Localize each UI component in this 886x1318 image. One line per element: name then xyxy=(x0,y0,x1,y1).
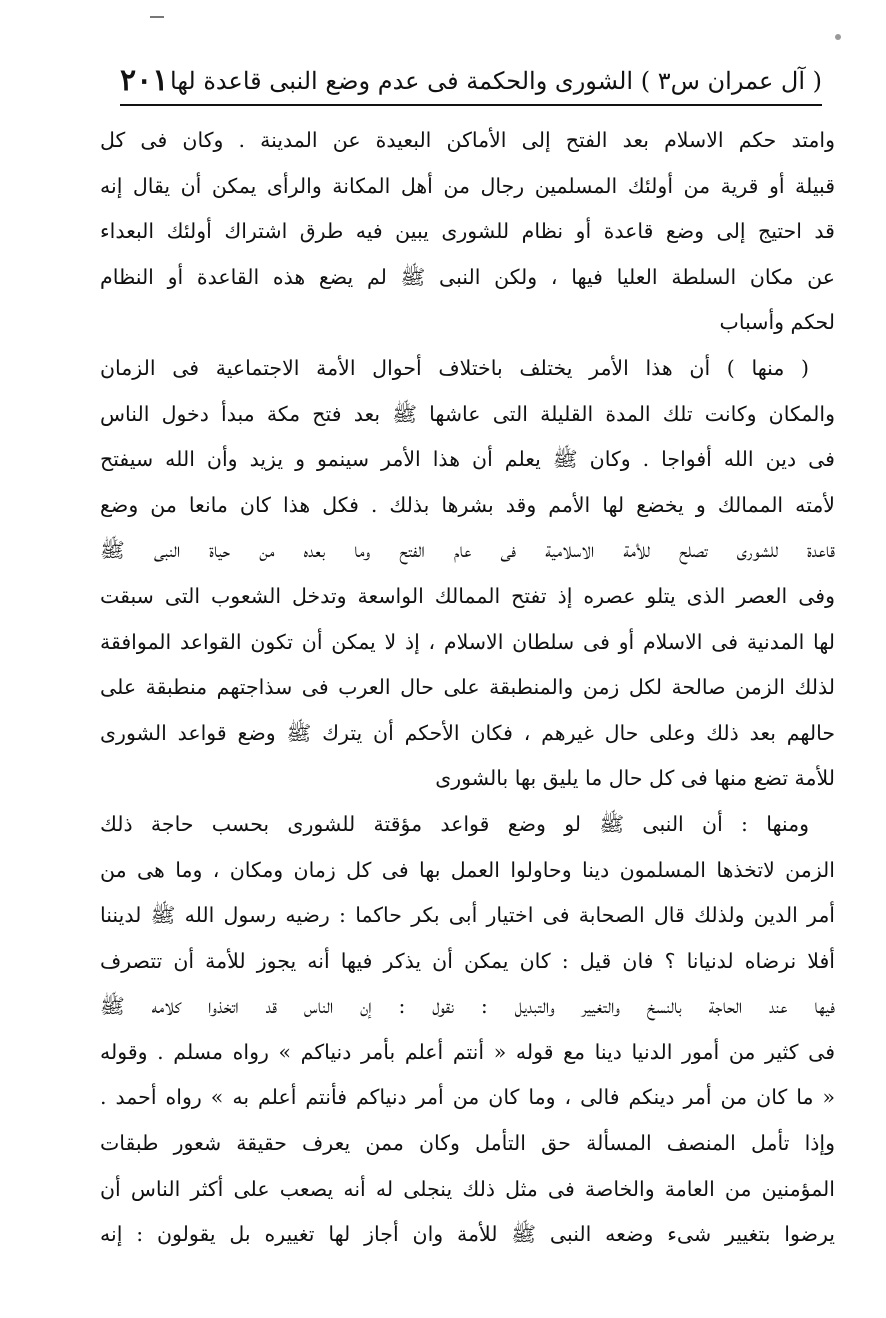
text-line: قاعدة للشورى تصلح للأمة الاسلامية فى عام الفتح وما بعده من حياة النبى ﷺ xyxy=(100,538,835,563)
text-line: والمكان وكانت تلك المدة القليلة التى عاشها ﷺ بعد فتح مكة مبدأ دخول الناس xyxy=(100,401,835,426)
text-line: للأمة تضع منها فى كل حال ما يليق بها بالشورى xyxy=(435,766,835,791)
text-line: فى كثير من أمور الدنيا دينا مع قوله « أنتم أعلم بأمر دنياكم » رواه مسلم . وقوله xyxy=(100,1039,835,1064)
text-line: يرضوا بتغيير شىء وضعه النبى ﷺ للأمة وان أجاز لها تغييره بل يقولون : إنه xyxy=(100,1222,835,1247)
text-line: لحكم وأسباب xyxy=(719,310,835,335)
page-header xyxy=(120,62,822,106)
scan-speck xyxy=(835,34,841,40)
text-line: وإذا تأمل المنصف المسألة حق التأمل وكان ممن يعرف حقيقة شعور طبقات xyxy=(100,1131,835,1156)
text-line: وامتد حكم الاسلام بعد الفتح إلى الأماكن البعيدة عن المدينة . وكان فى كل xyxy=(100,128,835,152)
text-line: لها المدنية فى الاسلام أو فى سلطان الاسلام ، إذ لا يمكن أن تكون القواعد الموافقة xyxy=(100,629,835,654)
body-text xyxy=(100,118,835,1303)
text-line: « ما كان من أمر دينكم فالى ، وما كان من أمر دنياكم فأنتم أعلم به » رواه أحمد . xyxy=(100,1085,835,1110)
text-line: لأمته الممالك و يخضع لها الأمم وقد بشرها بذلك . فكل هذا كان مانعا من وضع xyxy=(100,492,835,517)
text-line: المؤمنين من العامة والخاصة فى مثل ذلك ينجلى له أنه يصعب على أكثر الناس أن xyxy=(100,1176,835,1201)
text-line: الزمن لاتخذها المسلمون دينا وحاولوا العمل بها فى كل زمان ومكان ، وما هى من xyxy=(100,857,835,882)
text-line: قد احتيج إلى وضع قاعدة أو نظام للشورى يبين فيه طرق اشتراك أولئك البعداء xyxy=(100,219,835,244)
text-line: فيها عند الحاجة بالنسخ والتغيير والتبديل : نقول : إن الناس قد اتخذوا كلامه ﷺ xyxy=(100,994,835,1019)
text-line: عن مكان السلطة العليا فيها ، ولكن النبى ﷺ لم يضع هذه القاعدة أو النظام xyxy=(100,264,835,289)
text-line: قبيلة أو قرية من أولئك المسلمين رجال من أهل المكانة والرأى يمكن أن يقال إنه xyxy=(100,173,835,198)
scan-speck xyxy=(150,16,164,18)
text-line: حالهم بعد ذلك وعلى حال غيرهم ، فكان الأحكم أن يترك ﷺ وضع قواعد الشورى xyxy=(100,720,835,745)
page-number: ٢٠١ xyxy=(120,63,169,98)
text-line: أفلا نرضاه لدنيانا ؟ فان قيل : كان يمكن أن يذكر فيها أنه يجوز للأمة أن تتصرف xyxy=(100,948,835,973)
text-line: ( منها ) أن هذا الأمر يختلف باختلاف أحوال الأمة الاجتماعية فى الزمان xyxy=(100,355,809,380)
text-line: أمر الدين ولذلك قال الصحابة فى اختيار أبى بكر حاكما : رضيه رسول الله ﷺ لديننا xyxy=(100,903,835,928)
text-line: وفى العصر الذى يتلو عصره إذ تفتح الممالك الواسعة وتدخل الشعوب التى سبقت xyxy=(100,583,835,608)
text-line: فى دين الله أفواجا . وكان ﷺ يعلم أن هذا الأمر سينمو و يزيد وأن الله سيفتح xyxy=(100,447,835,472)
text-line: ومنها : أن النبى ﷺ لو وضع قواعد مؤقتة للشورى بحسب حاجة ذلك xyxy=(100,811,809,836)
running-head: ( آل عمران س٣ ) الشورى والحكمة فى عدم وضع النبى قاعدة لها xyxy=(170,67,822,95)
text-line: لذلك الزمن صالحة لكل زمن والمنطبقة على حال العرب فى سذاجتهم منطبقة على xyxy=(100,675,835,700)
